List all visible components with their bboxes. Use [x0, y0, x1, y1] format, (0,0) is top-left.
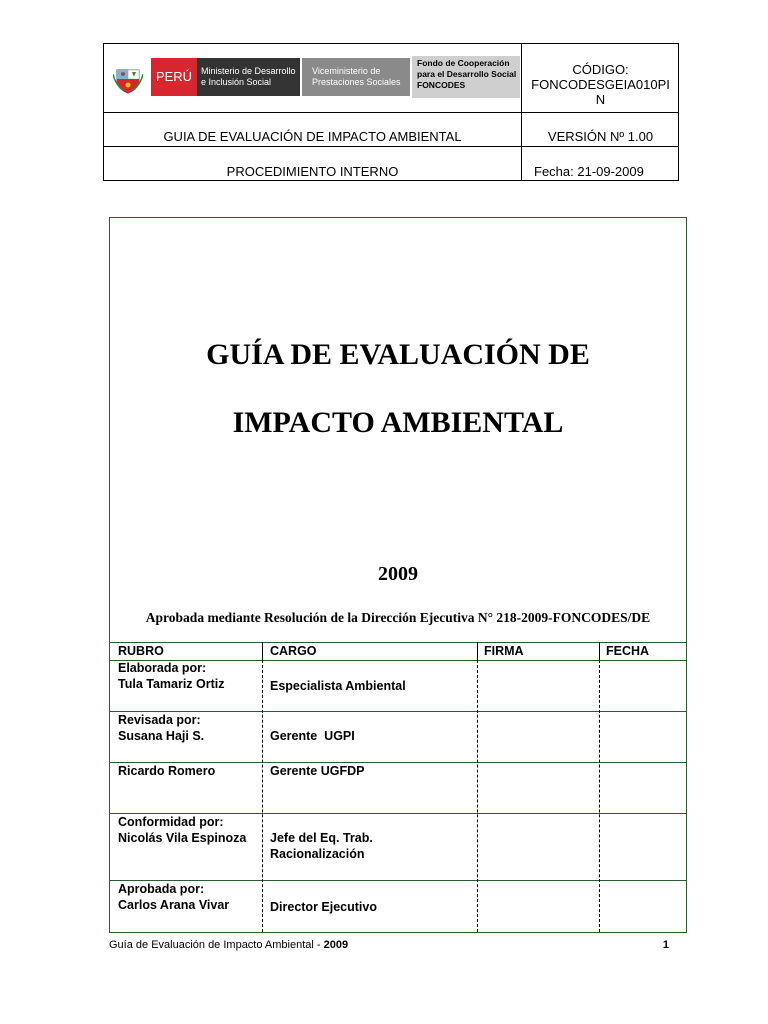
date-cell: Fecha: 21-09-2009: [534, 164, 644, 179]
document-code: [522, 44, 679, 112]
column-divider: [477, 642, 478, 660]
rubro-line: Aprobada por:: [118, 882, 205, 896]
table-row-rubro: [118, 660, 225, 692]
rubro-line: Nicolás Vila Espinoza: [118, 831, 247, 845]
table-header-rubro: RUBRO: [118, 644, 164, 658]
column-divider: [262, 642, 263, 660]
table-row-cargo: [270, 830, 373, 862]
rubro-line: Carlos Arana Vivar: [118, 898, 230, 912]
coat-of-arms-icon: [113, 64, 143, 94]
version-cell: VERSIÓN Nº 1.00: [547, 129, 654, 144]
cargo-line: Gerente UGPI: [270, 729, 355, 743]
ministry-logo-line: Ministerio de Desarrollo: [201, 66, 296, 76]
viceministry-logo: [302, 58, 410, 96]
column-divider: [599, 660, 600, 932]
footer-year: 2009: [323, 939, 349, 951]
ministry-logo-line: e Inclusión Social: [201, 77, 272, 87]
viceministry-logo-line: Prestaciones Sociales: [312, 77, 401, 87]
procedure-cell: PROCEDIMIENTO INTERNO: [226, 164, 399, 179]
foncodes-logo-line: FONCODES: [417, 80, 466, 90]
cargo-line: Director Ejecutivo: [270, 900, 377, 914]
rubro-line: Tula Tamariz Ortiz: [118, 677, 225, 691]
page-number: 1: [662, 939, 669, 951]
page-footer: [109, 939, 669, 951]
table-row-rubro: [118, 814, 246, 846]
cover-title-line-2: IMPACTO AMBIENTAL: [232, 406, 564, 439]
foncodes-logo: [412, 56, 520, 98]
peru-logo: PERÚ: [151, 58, 197, 96]
table-header-fecha: FECHA: [606, 644, 650, 658]
table-row-rubro: [118, 763, 215, 779]
foncodes-logo-line: para el Desarrollo Social: [417, 69, 517, 79]
code-label: CÓDIGO:: [572, 62, 629, 77]
document-title-cell: GUIA DE EVALUACIÓN DE IMPACTO AMBIENTAL: [163, 129, 462, 144]
rubro-line: Ricardo Romero: [118, 764, 216, 778]
institution-logos: [113, 54, 523, 98]
rubro-line: Revisada por:: [118, 713, 201, 727]
header-row-line: [104, 112, 678, 113]
table-row-rubro: [118, 712, 204, 744]
cargo-line: Racionalización: [270, 847, 365, 861]
header-row-line: [104, 146, 678, 147]
signature-table: [110, 642, 686, 932]
table-row-rubro: [118, 881, 229, 913]
table-header-cargo: CARGO: [270, 644, 317, 658]
table-header-firma: FIRMA: [484, 644, 524, 658]
table-row-cargo: [270, 763, 364, 779]
cargo-line: Jefe del Eq. Trab.: [270, 831, 373, 845]
foncodes-logo-line: Fondo de Cooperación: [417, 58, 510, 68]
cover-frame: [109, 217, 687, 933]
ministry-logo: [197, 58, 300, 96]
rubro-line: Elaborada por:: [118, 661, 207, 675]
rubro-line: Susana Haji S.: [118, 729, 205, 743]
cargo-line: Especialista Ambiental: [270, 679, 406, 693]
column-divider: [262, 660, 263, 932]
cargo-line: Gerente UGFDP: [270, 764, 365, 778]
cover-title-line-1: GUÍA DE EVALUACIÓN DE: [206, 338, 590, 371]
cover-year: 2009: [378, 563, 418, 585]
code-value: FONCODESGEIA010PIN: [531, 77, 670, 107]
document-header: [103, 43, 679, 181]
column-divider: [599, 642, 600, 660]
table-row-cargo: [270, 899, 377, 915]
table-row-cargo: [270, 678, 406, 694]
viceministry-logo-line: Viceministerio de: [312, 66, 381, 76]
column-divider: [477, 660, 478, 932]
rubro-line: Conformidad por:: [118, 815, 224, 829]
footer-text: Guía de Evaluación de Impacto Ambiental -: [109, 939, 324, 951]
approval-statement: Aprobada mediante Resolución de la Dirección Ejecutiva N° 218-2009-FONCODES/DE: [145, 610, 651, 625]
table-row-cargo: [270, 728, 355, 744]
